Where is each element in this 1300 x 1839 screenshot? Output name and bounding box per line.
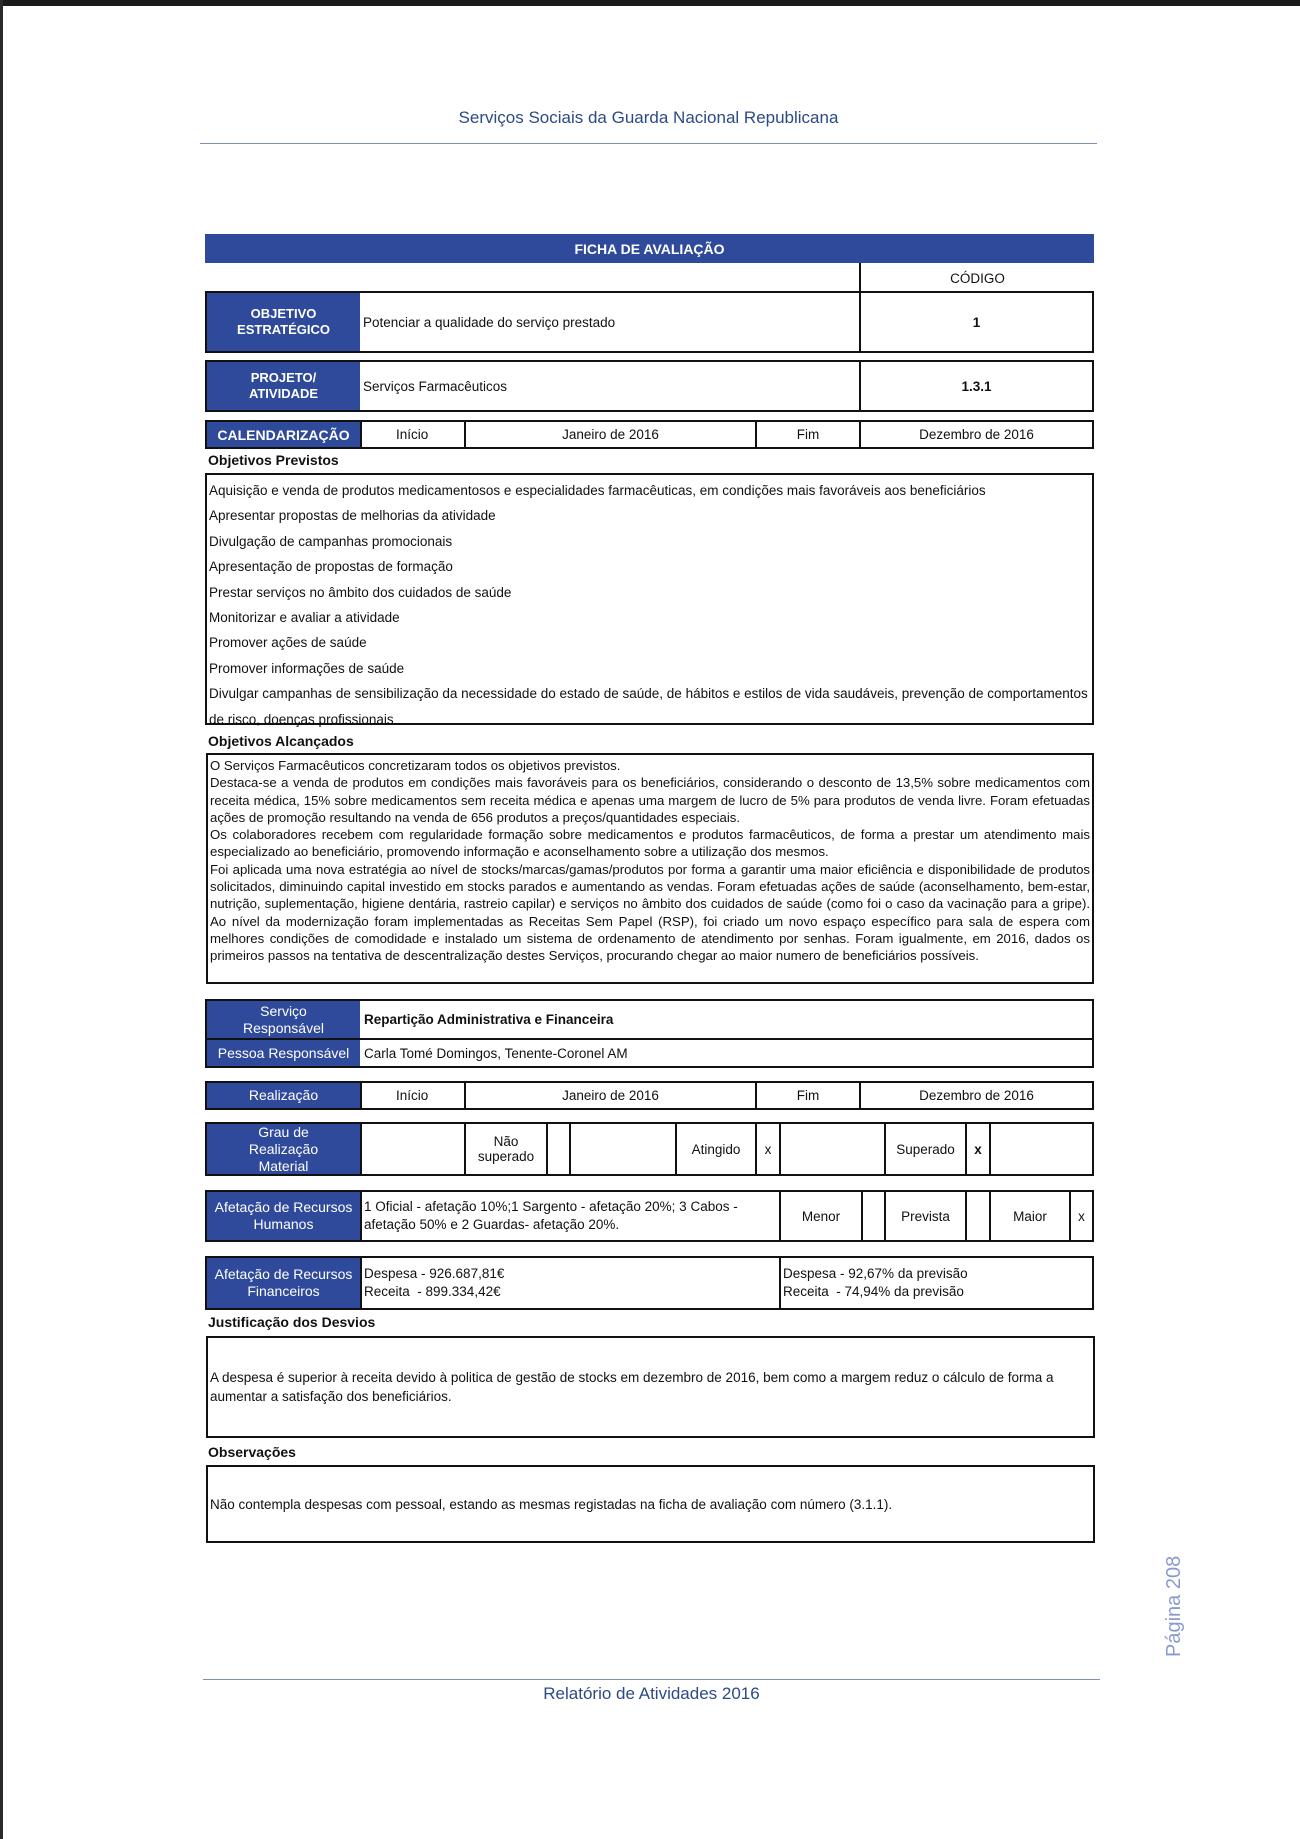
page-footer-title: Relatório de Atividades 2016 [543, 1684, 760, 1703]
realizacao-inicio: Janeiro de 2016 [562, 1088, 659, 1103]
divider [360, 1256, 362, 1310]
servico-label: Serviço Responsável [207, 1001, 360, 1038]
list-item: Apresentar propostas de melhorias da atividade [209, 508, 496, 524]
grau-nao-superado-label: Não superado [477, 1134, 535, 1164]
grau-label: Grau de Realização Material [207, 1124, 360, 1174]
rh-maior-label: Maior [1013, 1208, 1047, 1224]
paragraph: Os colaboradores recebem com regularidade formação sobre medicamentos e produtos farmacêuticos, de forma a prestar um atendimento mais especializado ao beneficiário, promovendo informação e aconselhamento sobre a utilização dos mesmos. [210, 827, 1090, 860]
list-item: Prestar serviços no âmbito dos cuidados de saúde [209, 584, 512, 600]
list-item: Promover informações de saúde [209, 660, 405, 676]
rh-maior-checkbox[interactable]: x [1078, 1208, 1085, 1224]
projeto-label: PROJETO/ ATIVIDADE [207, 362, 360, 410]
page-number: Página 208 [1163, 1555, 1185, 1657]
list-item: Promover ações de saúde [209, 635, 367, 651]
header-divider [200, 143, 1097, 144]
servico-value: Repartição Administrativa e Financeira [364, 1012, 614, 1027]
grau-superado-label: Superado [896, 1141, 955, 1157]
list-item: Apresentação de propostas de formação [209, 559, 453, 575]
observacoes-title: Observações [208, 1444, 296, 1460]
rh-menor-label: Menor [801, 1208, 841, 1224]
rf-despesa: Despesa - 926.687,81€ [364, 1266, 505, 1281]
list-item: Aquisição e venda de produtos medicamentosos e especialidades farmacêuticas, em condições mais favoráveis aos beneficiários [209, 483, 986, 498]
paragraph: O Serviços Farmacêuticos concretizaram todos os objetivos previstos. [210, 758, 621, 773]
list-item: Monitorizar e avaliar a atividade [209, 610, 400, 626]
calendarizacao-fim-label: Fim [796, 427, 820, 442]
footer-divider [203, 1679, 1100, 1680]
paragraph: Foi aplicada uma nova estratégia ao nível de stocks/marcas/gamas/produtos por forma a garantir uma maior eficiência e disponibilidade de produtos solicitados, diminuindo capital investido em stocks parados e aumentando as vendas. Foram efetuadas ações de saúde (aconselhamento, bem-estar, nutrição, suplementação, higiene dentária, rastreio capilar) e serviços no âmbito dos cuidados de saúde (como foi o caso da vacinação para a gripe). Ao nível da modernização foram implementadas as Receitas Sem Papel (RSP), foi criado um novo espaço específico para sala de espera com melhores condições de comodidade e instalado um sistema de ordenamento de atendimento por senhas. Foram igualmente, em 2016, dados os primeiros passos na tentativa de descentralização destes Serviços, procurando chegar ao maior numero de beneficiários possíveis. [210, 861, 1090, 964]
objetivo-label: OBJETIVO ESTRATÉGICO [207, 293, 360, 351]
scan-top-edge [0, 0, 1300, 6]
rf-label: Afetação de Recursos Financeiros [207, 1258, 360, 1308]
codigo-label: CÓDIGO [950, 270, 1005, 286]
objetivos-alcancados-text [206, 753, 1094, 984]
grau-nao-superado-checkbox[interactable] [548, 1124, 569, 1174]
rf-receita: Receita - 899.334,42€ [364, 1284, 501, 1299]
grau-atingido-label: Atingido [691, 1141, 741, 1157]
realizacao-label: Realização [207, 1083, 360, 1108]
rh-prevista-checkbox[interactable] [967, 1192, 989, 1240]
divider [989, 1122, 991, 1176]
divider [360, 420, 362, 449]
realizacao-fim-label: Fim [796, 1088, 820, 1103]
projeto-code: 1.3.1 [961, 378, 992, 394]
page-header-title: Serviços Sociais da Guarda Nacional Republicana [458, 108, 839, 127]
justificacao-title: Justificação dos Desvios [208, 1314, 376, 1330]
paragraph: Destaca-se a venda de produtos em condições mais favoráveis para os beneficiários, considerando o desconto de 13,5% sobre medicamentos com receita médica, 15% sobre medicamentos sem receita médica e apenas uma margem de lucro de 5% para produtos de venda livre. Foram efetuadas ações de promoção resultando na venda de 656 produtos a preços/quantidades especiais. [210, 775, 1090, 825]
objetivo-code: 1 [972, 314, 981, 330]
divider [779, 1256, 781, 1310]
grau-atingido-checkbox[interactable]: x [764, 1141, 772, 1157]
rf-receita-pct: Receita - 74,94% da previsão [783, 1284, 964, 1299]
divider [569, 1122, 571, 1176]
objetivos-previstos-list [205, 473, 1094, 725]
calendarizacao-fim: Dezembro de 2016 [919, 427, 1034, 442]
scan-left-edge [0, 0, 3, 1839]
observacoes-text: Não contempla despesas com pessoal, estando as mesmas registadas na ficha de avaliação com número (3.1.1). [206, 1465, 1095, 1543]
rf-despesa-pct: Despesa - 92,67% da previsão [783, 1266, 968, 1281]
divider [360, 1190, 362, 1242]
pessoa-value: Carla Tomé Domingos, Tenente-Coronel AM [364, 1045, 628, 1061]
realizacao-fim: Dezembro de 2016 [919, 1088, 1034, 1103]
calendarizacao-label: CALENDARIZAÇÃO [207, 422, 360, 447]
list-item: Divulgação de campanhas promocionais [209, 533, 453, 549]
rh-menor-checkbox[interactable] [863, 1192, 884, 1240]
rh-label: Afetação de Recursos Humanos [207, 1192, 360, 1240]
pessoa-label: Pessoa Responsável [207, 1040, 360, 1066]
divider [779, 1122, 781, 1176]
calendarizacao-inicio: Janeiro de 2016 [562, 427, 659, 442]
objetivo-value: Potenciar a qualidade do serviço prestado [363, 314, 616, 330]
realizacao-inicio-label: Início [396, 1088, 429, 1103]
projeto-value: Serviços Farmacêuticos [363, 378, 508, 394]
objetivos-previstos-title: Objetivos Previstos [208, 452, 339, 468]
objetivos-alcancados-title: Objetivos Alcançados [208, 733, 354, 749]
rh-prevista-label: Prevista [901, 1208, 950, 1224]
rh-value: 1 Oficial - afetação 10%;1 Sargento - afetação 20%; 3 Cabos - afetação 50% e 2 Guardas- afetação 20%. [364, 1199, 738, 1232]
list-item: Divulgar campanhas de sensibilização da necessidade do estado de saúde, de hábitos e estilos de vida saudáveis, prevenção de comportamentos de risco, doenças profissionais [209, 686, 1088, 727]
grau-superado-checkbox[interactable]: x [974, 1141, 982, 1157]
calendarizacao-inicio-label: Início [396, 427, 429, 442]
form-title: FICHA DE AVALIAÇÃO [205, 234, 1094, 263]
justificacao-text: A despesa é superior à receita devido à politica de gestão de stocks em dezembro de 2016, bem como a margem reduz o cálculo de forma a aumentar a satisfação dos beneficiários. [206, 1336, 1095, 1438]
divider [360, 1122, 362, 1176]
divider [360, 1081, 362, 1110]
